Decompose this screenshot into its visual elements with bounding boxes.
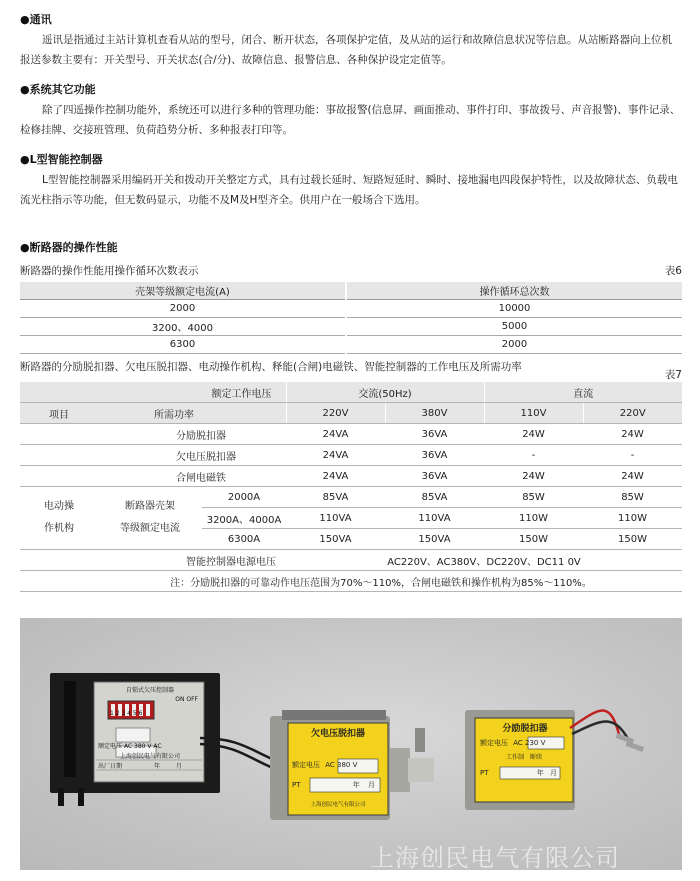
table-cell: 2000 xyxy=(346,336,682,354)
product-photo xyxy=(20,618,682,870)
watermark: 上海创民电气有限公司 xyxy=(370,844,620,872)
table-cell: 36VA xyxy=(385,424,484,445)
section-heading: ●通讯 xyxy=(20,13,52,26)
table-cell: 36VA xyxy=(385,445,484,466)
table7-caption-text: 断路器的分励脱扣器、欠电压脱扣器、电动操作机构、释能(合闸)电磁铁、智能控制器的工作电压及所需功率 xyxy=(20,361,522,373)
table-cell: 6300 xyxy=(20,336,346,354)
table7-caption xyxy=(20,359,682,381)
section-l-controller xyxy=(20,150,682,210)
table-header: 壳架等级额定电流(A) xyxy=(20,282,346,300)
table-cell: 5000 xyxy=(346,318,682,336)
unit2-year: 年 xyxy=(352,781,360,789)
unit3-pt-label: PT xyxy=(480,769,489,777)
table-row xyxy=(20,300,682,318)
motor-label xyxy=(20,487,98,550)
unit2-pt xyxy=(292,780,388,790)
table-cell: 24W xyxy=(484,466,583,487)
table-header-row xyxy=(20,403,682,424)
table7 xyxy=(20,382,682,592)
table-cell: 24W xyxy=(583,424,682,445)
table-cell: 36VA xyxy=(385,466,484,487)
table-cell: 150W xyxy=(583,529,682,550)
unit3-rated-label: 额定电压 xyxy=(480,739,508,747)
table-cell: 3200A、4000A xyxy=(202,508,286,529)
table-cell: - xyxy=(484,445,583,466)
section-body: 遥讯是指通过主站计算机查看从站的型号，闭合、断开状态，各项保护定值，及从站的运行和故障信息状况等信息。从站断路器向上位机报送参数主要有：开关型号、开关状态(合/分)、故障信息、报警信息、各种保护设定定值等。 xyxy=(20,34,672,66)
table-cell: 150VA xyxy=(286,529,385,550)
table-row xyxy=(20,550,682,571)
unit3-rated xyxy=(480,738,574,748)
table-header: 项目 xyxy=(20,403,98,424)
table-header-row xyxy=(20,282,682,300)
table-cell: 24VA xyxy=(286,466,385,487)
table-header: 所需功率 xyxy=(98,403,286,424)
table-cell: 110W xyxy=(484,508,583,529)
table-header: 220V xyxy=(583,403,682,424)
table-cell: 合闸电磁铁 xyxy=(98,466,286,487)
unit3-mode-value: 断续 xyxy=(529,754,542,761)
table-header: 额定工作电压 xyxy=(98,382,286,403)
frame-label xyxy=(98,487,202,550)
table-cell: 24W xyxy=(484,424,583,445)
frame-label-line: 断路器壳架 xyxy=(125,501,175,512)
unit3-month: 月 xyxy=(549,769,557,777)
table-note: 注：分励脱扣器的可靠动作电压范围为70%～110%，合闸电磁铁和操作机构为85%～110%。 xyxy=(20,571,682,592)
unit3-title: 分励脱扣器 xyxy=(502,724,548,734)
table-cell: 110VA xyxy=(286,508,385,529)
table-cell: 2000 xyxy=(20,300,346,318)
unit3-mode xyxy=(506,752,572,761)
unit3-unit: V xyxy=(540,739,546,747)
unit2-rated-label: 额定电压 xyxy=(292,761,320,769)
table-header: 交流(50Hz) xyxy=(286,382,484,403)
table-cell: 3200、4000 xyxy=(20,318,346,336)
unit2-pt-label: PT xyxy=(292,781,301,789)
unit3-mode-label: 工作制 xyxy=(506,754,525,761)
table-cell: - xyxy=(583,445,682,466)
motor-label-line: 电动操 xyxy=(44,501,74,512)
table7-tag: 表7 xyxy=(664,369,682,381)
section-heading: ●断路器的操作性能 xyxy=(20,241,118,254)
table6-caption-text: 断路器的操作性能用操作循环次数表示 xyxy=(20,265,199,277)
unit2-month: 月 xyxy=(367,781,375,789)
table-cell: 85VA xyxy=(286,487,385,508)
table-cell: 分励脱扣器 xyxy=(98,424,286,445)
table-cell: 150W xyxy=(484,529,583,550)
table6-caption xyxy=(20,263,682,278)
table-cell: 110VA xyxy=(385,508,484,529)
motor-label-line: 作机构 xyxy=(44,523,74,534)
table-header: 110V xyxy=(484,403,583,424)
unit1-rated-value: AC 380 V xyxy=(123,743,152,750)
table-header: 220V xyxy=(286,403,385,424)
table-row xyxy=(20,466,682,487)
unit1-month: 月 xyxy=(175,763,182,770)
table-cell: 智能控制器电源电压 xyxy=(20,550,286,571)
section-body: 除了四遥操作控制功能外，系统还可以进行多种的管理功能：事故报警(信息屏、画面推动、事件打印、事故拨号、声音报警)、事件记录、检修挂牌、交接班管理、负荷趋势分析、多种报表打印等。 xyxy=(20,104,681,136)
unit1-date-label: 出厂日期 xyxy=(98,763,123,770)
table-row xyxy=(20,424,682,445)
table-cell: 85W xyxy=(583,487,682,508)
table-cell: 24VA xyxy=(286,445,385,466)
unit2-unit: V xyxy=(352,761,358,769)
unit1-label xyxy=(98,685,202,717)
unit1-rated-label: 额定电压 xyxy=(98,743,123,750)
table-cell: 85W xyxy=(484,487,583,508)
frame-label-line: 等级额定电流 xyxy=(120,523,180,534)
table-cell: 欠电压脱扣器 xyxy=(98,445,286,466)
table-row xyxy=(20,336,682,354)
table-cell: 24VA xyxy=(286,424,385,445)
section-operation xyxy=(20,238,682,258)
section-other-functions xyxy=(20,80,682,140)
unit1-plate xyxy=(98,742,202,772)
table-cell: 24W xyxy=(583,466,682,487)
table-cell: 10000 xyxy=(346,300,682,318)
unit1-year: 年 xyxy=(153,763,160,770)
unit1-company: 上海创民电气有限公司 xyxy=(119,753,180,760)
section-heading: ●系统其它功能 xyxy=(20,83,96,96)
unit1-on-off: ON OFF xyxy=(175,696,198,703)
table-header: 380V xyxy=(385,403,484,424)
table-header-row xyxy=(20,382,682,403)
table6-tag: 表6 xyxy=(664,265,682,277)
table-cell: 150VA xyxy=(385,529,484,550)
unit3-rated-value: AC 230 xyxy=(513,739,539,747)
table-row xyxy=(20,318,682,336)
unit1-title: 自锁式欠压控制器 xyxy=(125,687,174,694)
table6 xyxy=(20,282,682,354)
unit2-rated xyxy=(292,760,388,770)
unit3-pt xyxy=(480,768,574,778)
unit1-dip-numbers: 1 2 3 4 5 6 xyxy=(110,710,143,717)
table-row xyxy=(20,487,682,508)
unit2-company: 上海创民电气有限公司 xyxy=(310,802,366,808)
table-cell: 6300A xyxy=(202,529,286,550)
table-cell: AC220V、AC380V、DC220V、DC11 0V xyxy=(286,550,682,571)
section-body: L型智能控制器采用编码开关和拨动开关整定方式，具有过载长延时、短路短延时、瞬时、接地漏电四段保护特性，以及故障状态、负载电流光柱指示等功能，但无数码显示，功能不及M及H型齐全。供用户在一般场合下选用。 xyxy=(20,174,678,206)
table-row xyxy=(20,571,682,592)
unit3-year: 年 xyxy=(536,769,544,777)
table-cell: 2000A xyxy=(202,487,286,508)
unit2-rated-value: AC 380 xyxy=(325,761,351,769)
table-cell: 85VA xyxy=(385,487,484,508)
section-telecom xyxy=(20,10,682,70)
unit2-title: 欠电压脱扣器 xyxy=(310,729,365,739)
table-header: 直流 xyxy=(484,382,682,403)
table-header: 操作循环总次数 xyxy=(346,282,682,300)
unit1-ac: AC xyxy=(153,743,162,750)
table-row xyxy=(20,445,682,466)
table-cell: 110W xyxy=(583,508,682,529)
section-heading: ●L型智能控制器 xyxy=(20,153,103,166)
